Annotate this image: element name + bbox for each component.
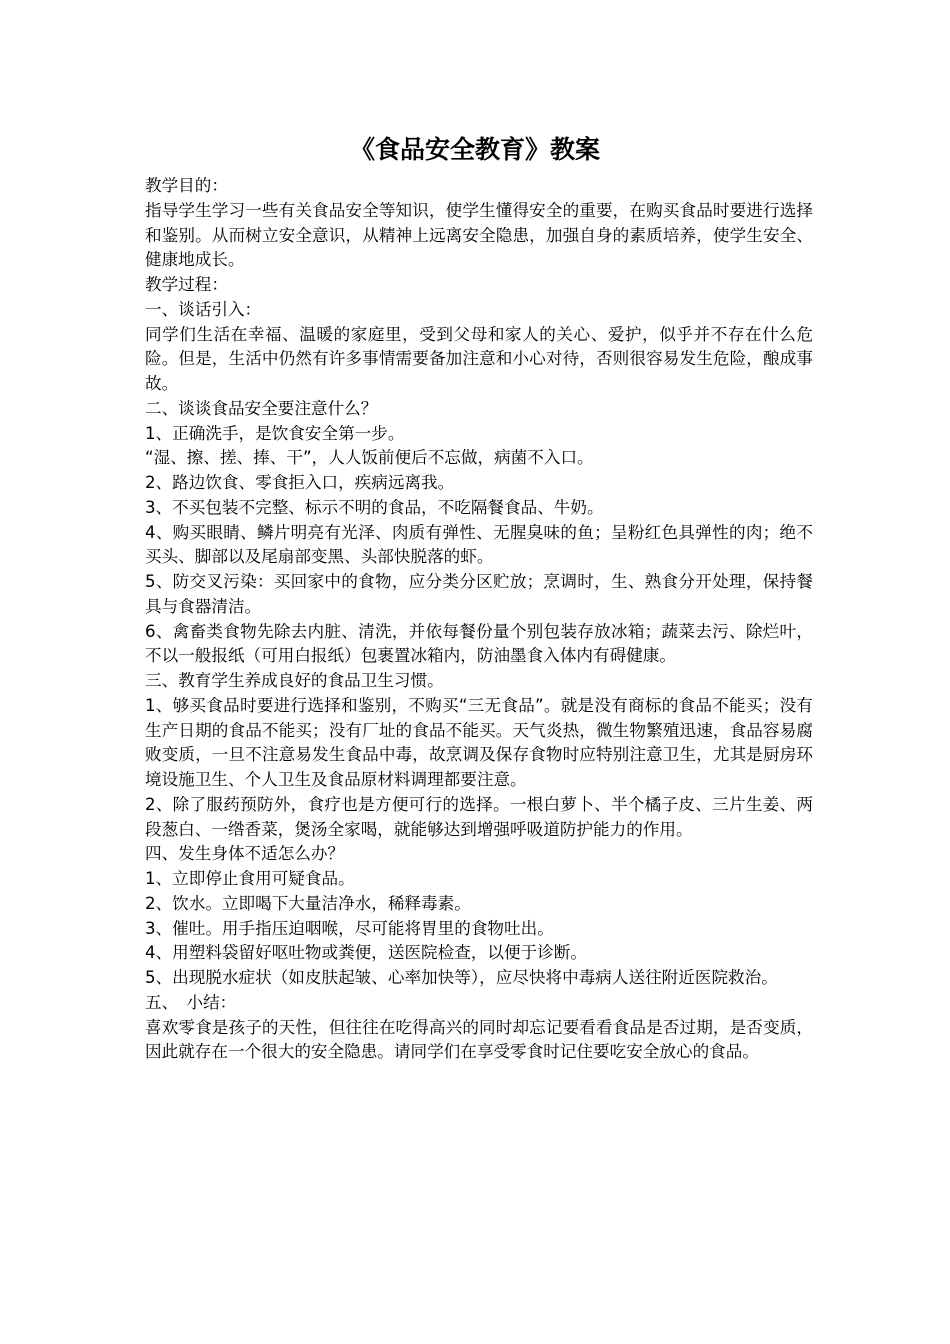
section-heading-5: 五、 小结：	[145, 992, 237, 1012]
list-item: 5、防交叉污染：买回家中的食物，应分类分区贮放；烹调时，生、熟食分开处理，保持餐具与食器清洁。	[145, 572, 813, 616]
section-heading-2: 二、谈谈食品安全要注意什么？	[145, 398, 378, 418]
list-item: “湿、擦、搓、捧、干”，人人饭前便后不忘做，病菌不入口。	[145, 448, 594, 468]
paragraph-objective-text: 指导学生学习一些有关食品安全等知识，使学生懂得安全的重要，在购买食品时要进行选择和鉴别。从而树立安全意识，从精神上远离安全隐患，加强自身的素质培养，使学生安全、健康地成长。	[145, 200, 813, 270]
list-item: 3、催吐。用手指压迫咽喉，尽可能将胃里的食物吐出。	[145, 918, 554, 938]
list-item: 2、路边饮食、零食拒入口，疾病远离我。	[145, 473, 455, 492]
list-item: 5、出现脱水症状（如皮肤起皱、心率加快等），应尽快将中毒病人送往附近医院救治。	[145, 968, 778, 987]
document-title: 《食品安全教育》教案	[349, 135, 600, 164]
section-heading-3: 三、教育学生养成良好的食品卫生习惯。	[145, 671, 444, 690]
list-item: 1、正确洗手，是饮食安全第一步。	[145, 423, 405, 443]
document-body	[145, 174, 813, 1065]
list-item: 4、用塑料袋留好呕吐物或粪便，送医院检查，以便于诊断。	[145, 943, 587, 963]
list-item: 3、不买包装不完整、标示不明的食品，不吃隔餐食品、牛奶。	[145, 497, 604, 517]
list-item: 2、饮水。立即喝下大量洁净水，稀释毒素。	[145, 893, 471, 913]
paragraph-intro-text: 同学们生活在幸福、温暖的家庭里，受到父母和家人的关心、爱护，似乎并不存在什么危险。但是，生活中仍然有许多事情需要备加注意和小心对待，否则很容易发生危险，酿成事故。	[145, 324, 813, 393]
list-item: 1、立即停止食用可疑食品。	[145, 869, 355, 888]
paragraph-summary-text: 喜欢零食是孩子的天性，但往往在吃得高兴的同时却忘记要看看食品是否过期，是否变质，因此就存在一个很大的安全隐患。请同学们在享受零食时记住要吃安全放心的食品。	[145, 1017, 813, 1062]
paragraph-process-heading: 教学过程：	[145, 275, 228, 294]
section-heading-4: 四、发生身体不适怎么办？	[145, 844, 345, 864]
section-heading-1: 一、谈话引入：	[145, 299, 262, 319]
list-item: 1、够买食品时要进行选择和鉴别，不购买“三无食品”。就是没有商标的食品不能买；没有生产日期的食品不能买；没有厂址的食品不能买。天气炎热，微生物繁殖迅速，食品容易腐败变质，一旦不注意易发生食品中毒，故烹调及保存食物时应特别注意卫生，尤其是厨房环境设施卫生、个人卫生及食品原材料调理都要注意。	[145, 695, 813, 789]
list-item: 2、除了服药预防外，食疗也是方便可行的选择。一根白萝卜、半个橘子皮、三片生姜、两段葱白、一绺香菜，煲汤全家喝，就能够达到增强呼吸道防护能力的作用。	[145, 794, 813, 839]
paragraph-objective-heading: 教学目的：	[145, 176, 228, 195]
list-item: 6、禽畜类食物先除去内脏、清洗，并依每餐份量个别包装存放冰箱；蔬菜去污、除烂叶，不以一般报纸（可用白报纸）包裹置冰箱内，防油墨食入体内有碍健康。	[145, 621, 813, 666]
list-item: 4、购买眼睛、鳞片明亮有光泽、肉质有弹性、无腥臭味的鱼；呈粉红色具弹性的肉；绝不买头、脚部以及尾扇部变黑、头部快脱落的虾。	[145, 522, 813, 567]
